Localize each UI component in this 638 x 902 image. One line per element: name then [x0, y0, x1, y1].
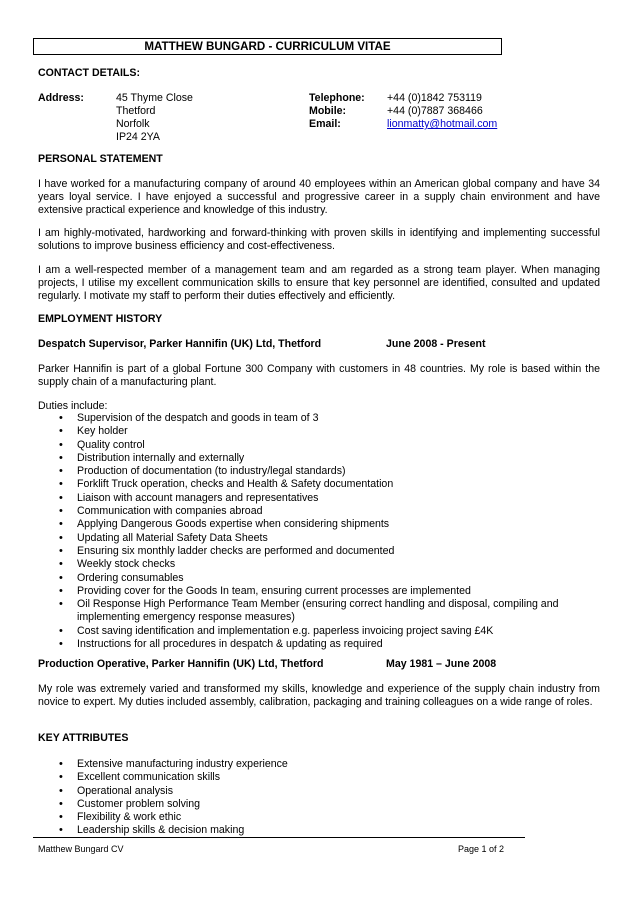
list-item: • Key holder	[38, 425, 600, 438]
list-item: • Cost saving identification and implementation e.g. paperless invoicing project saving £4K	[38, 625, 600, 638]
mobile-label: Mobile:	[309, 105, 347, 117]
job-description: My role was extremely varied and transformed my skills, knowledge and experience of the supply chain industry from novice to expert. My duties included assembly, calibration, packaging and training colleagues on a wide range of roles.	[38, 683, 600, 708]
address-block	[116, 92, 193, 144]
list-item: • Supervision of the despatch and goods in team of 3	[38, 412, 600, 425]
personal-statement-heading: PERSONAL STATEMENT	[38, 153, 163, 165]
list-item: • Customer problem solving	[38, 798, 600, 811]
duties-list	[38, 412, 600, 651]
job-title: Despatch Supervisor, Parker Hannifin (UK) Ltd, Thetford	[38, 338, 322, 350]
address-line: Norfolk	[116, 118, 150, 130]
list-item: • Oil Response High Performance Team Member (ensuring correct handling and disposal, compiling and implementing emergency response measures)	[38, 598, 600, 625]
list-item: • Applying Dangerous Goods expertise when considering shipments	[38, 518, 600, 531]
contact-heading: CONTACT DETAILS:	[38, 67, 141, 79]
statement-paragraph: I am highly-motivated, hardworking and forward-thinking with proven skills in identifying and implementing successful solutions to improve business efficiency and cost-effectiveness.	[38, 227, 600, 252]
email-label: Email:	[309, 118, 341, 130]
list-item: • Providing cover for the Goods In team, ensuring current processes are implemented	[38, 585, 600, 598]
page-title: MATTHEW BUNGARD - CURRICULUM VITAE	[33, 38, 502, 55]
contact-values	[387, 92, 497, 131]
job-dates: June 2008 - Present	[386, 338, 486, 350]
key-attributes-list	[38, 758, 600, 838]
statement-paragraph: I have worked for a manufacturing company of around 40 employees within an American global company and have 34 years loyal service. I have enjoyed a successful and progressive career in a supply chain environment and have extensive practical experience and knowledge of this industry.	[38, 178, 600, 216]
duties-label: Duties include:	[38, 400, 108, 412]
employment-heading: EMPLOYMENT HISTORY	[38, 313, 163, 325]
list-item: • Updating all Material Safety Data Sheets	[38, 532, 600, 545]
key-attributes-heading: KEY ATTRIBUTES	[38, 732, 129, 744]
footer-divider	[33, 837, 525, 838]
footer-page-number: Page 1 of 2	[458, 844, 505, 854]
list-item: • Communication with companies abroad	[38, 505, 600, 518]
list-item: • Excellent communication skills	[38, 771, 600, 784]
address-label: Address:	[38, 92, 84, 104]
list-item: • Production of documentation (to industry/legal standards)	[38, 465, 600, 478]
list-item: • Flexibility & work ethic	[38, 811, 600, 824]
list-item: • Operational analysis	[38, 785, 600, 798]
list-item: • Instructions for all procedures in despatch & updating as required	[38, 638, 600, 651]
list-item: • Ordering consumables	[38, 572, 600, 585]
footer-left: Matthew Bungard CV	[38, 844, 124, 854]
list-item: • Leadership skills & decision making	[38, 824, 600, 837]
telephone-value: +44 (0)1842 753119	[387, 92, 482, 104]
mobile-value: +44 (0)7887 368466	[387, 105, 483, 117]
list-item: • Extensive manufacturing industry experience	[38, 758, 600, 771]
statement-paragraph: I am a well-respected member of a management team and am regarded as a strong team player. When managing projects, I utilise my excellent communication skills to ensure that key personnel are identified, consulted and updated regularly. I motivate my staff to perform their duties effectively and efficiently.	[38, 264, 600, 302]
job-title: Production Operative, Parker Hannifin (UK) Ltd, Thetford	[38, 658, 324, 670]
list-item: • Distribution internally and externally	[38, 452, 600, 465]
list-item: • Forklift Truck operation, checks and Health & Safety documentation	[38, 478, 600, 491]
address-line: Thetford	[116, 105, 156, 117]
list-item: • Liaison with account managers and representatives	[38, 492, 600, 505]
email-link[interactable]: lionmatty@hotmail.com	[387, 118, 498, 130]
job-dates: May 1981 – June 2008	[386, 658, 497, 670]
address-line: IP24 2YA	[116, 131, 160, 143]
contact-labels	[309, 92, 365, 131]
address-line: 45 Thyme Close	[116, 92, 193, 104]
list-item: • Ensuring six monthly ladder checks are performed and documented	[38, 545, 600, 558]
list-item: • Quality control	[38, 439, 600, 452]
telephone-label: Telephone:	[309, 92, 365, 104]
job-description: Parker Hannifin is part of a global Fortune 300 Company with customers in 48 countries. My role is based within the supply chain of a manufacturing plant.	[38, 363, 600, 388]
list-item: • Weekly stock checks	[38, 558, 600, 571]
